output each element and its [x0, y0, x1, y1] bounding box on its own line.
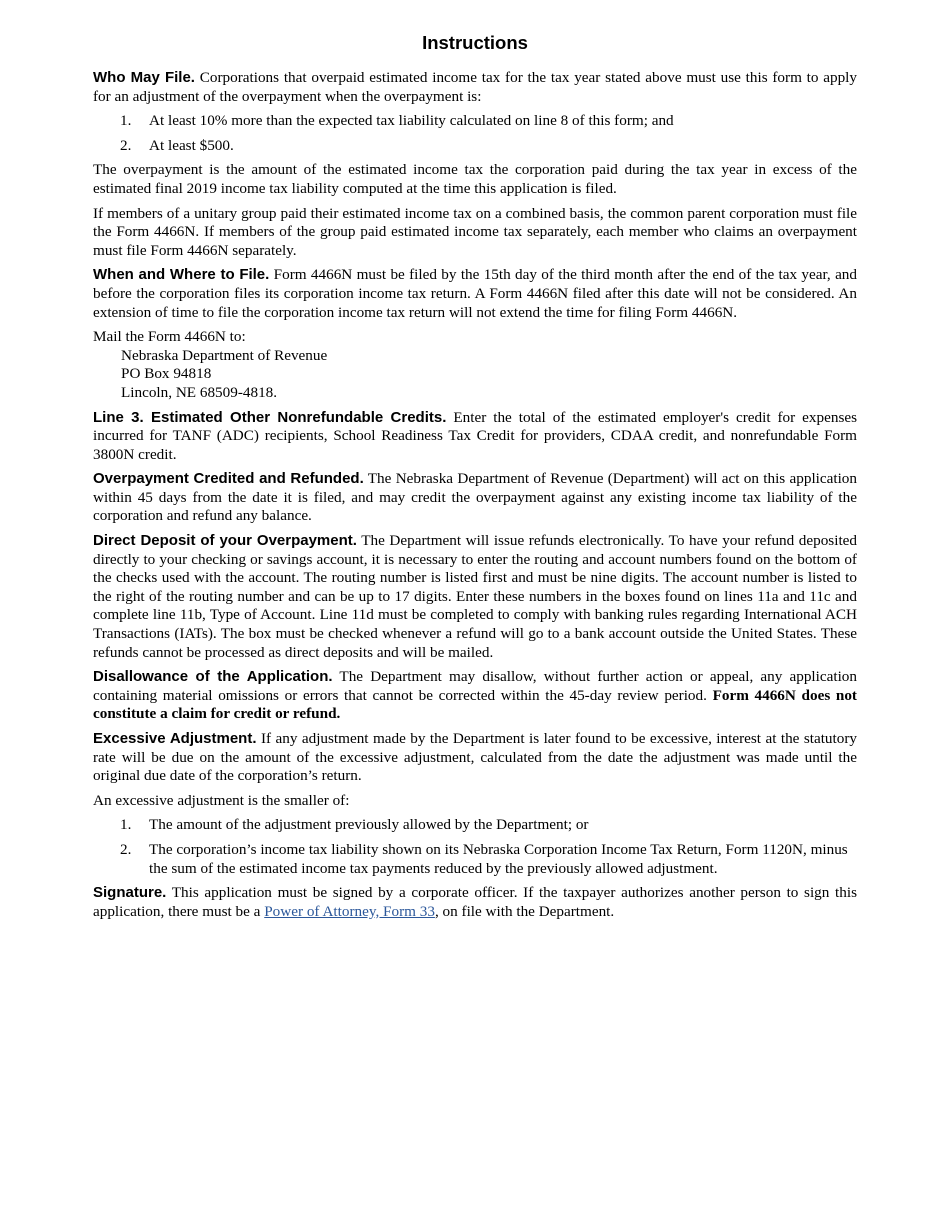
excessive-intro-paragraph: An excessive adjustment is the smaller of:	[93, 791, 350, 809]
overpayment-definition-paragraph: The overpayment is the amount of the estimated income tax the corporation paid during the tax year in excess of the estimated final 2019 income tax liability computed at the time this application is filed.	[93, 161, 857, 197]
when-where-heading: When and Where to File.	[93, 266, 270, 284]
who-may-file-text: Corporations that overpaid estimated income tax for the tax year stated above must use this form to apply for an adjustment of the overpayment when the overpayment is:	[93, 69, 857, 105]
page-title: Instructions	[422, 32, 528, 53]
line3-paragraph	[93, 409, 857, 465]
disallowance-heading: Disallowance of the Application.	[93, 668, 333, 686]
power-of-attorney-link[interactable]: Power of Attorney, Form 33	[264, 902, 435, 920]
line3-text: Enter the total of the estimated employer's credit for expenses incurred for TANF (ADC) recipients, School Readiness Tax Credit for providers, CDAA credit, and nonrefundable Form 3800N credit.	[93, 408, 857, 463]
list-number: 1.	[120, 112, 132, 130]
when-where-paragraph	[93, 266, 857, 322]
list-item	[93, 112, 857, 131]
direct-deposit-text: The Department will issue refunds electronically. To have your refund deposited directly to your checking or savings account, it is necessary to enter the routing and account numbers found on the bottom of the checks used with the account. The routing number is listed first and must be nine digits. The account number is listed to the right of the routing number and can be up to 17 digits. Enter these numbers in the boxes found on lines 11a and 11c and complete line 11b, Type of Account. Line 11d must be completed to comply with banking rules regarding International ACH Transactions (IATs). The box must be checked whenever a refund will go to a bank account outside the United States. These refunds cannot be processed as direct deposits and will be mailed.	[93, 532, 857, 661]
list-item	[93, 137, 857, 156]
signature-text-before: This application must be signed by a corporate officer. If the taxpayer authorizes another person to sign this application, there must be a	[93, 884, 857, 920]
excessive-adjustment-text: If any adjustment made by the Department is later found to be excessive, interest at the statutory rate will be due on the amount of the excessive adjustment, calculated from the date the adjustment was made until the original due date of the corporation’s return.	[93, 730, 857, 785]
line3-heading: Line 3. Estimated Other Nonrefundable Credits.	[93, 408, 447, 426]
list-text: The amount of the adjustment previously allowed by the Department; or	[149, 816, 589, 834]
mail-intro: Mail the Form 4466N to:	[93, 328, 246, 346]
list-item	[93, 816, 857, 835]
direct-deposit-paragraph	[93, 532, 857, 662]
direct-deposit-heading: Direct Deposit of your Overpayment.	[93, 532, 357, 550]
list-text: The corporation’s income tax liability shown on its Nebraska Corporation Income Tax Return, Form 1120N, minus the sum of the estimated income tax payments reduced by the previously allowed adjustment.	[149, 840, 848, 877]
address-line-2: PO Box 94818	[121, 365, 212, 383]
overpayment-credited-heading: Overpayment Credited and Refunded.	[93, 470, 364, 488]
disallowance-text: The Department may disallow, without further action or appeal, any application containing material omissions or errors that cannot be corrected within the 45-day review period.	[93, 668, 857, 704]
disallowance-bold-text: Form 4466N does not constitute a claim for credit or refund.	[93, 686, 857, 723]
mailing-address	[93, 328, 857, 402]
when-where-text: Form 4466N must be filed by the 15th day of the third month after the end of the tax year, and before the corporation files its corporation income tax return. A Form 4466N filed after this date will not be considered. An extension of time to file the corporation income tax return will not extend the time for filing Form 4466N.	[93, 266, 857, 321]
list-text: At least $500.	[149, 136, 234, 154]
address-line-3: Lincoln, NE 68509-4818.	[121, 383, 278, 401]
excessive-adjustment-heading: Excessive Adjustment.	[93, 730, 257, 747]
overpayment-conditions-list	[93, 112, 857, 155]
list-number: 1.	[120, 816, 132, 834]
list-number: 2.	[120, 840, 132, 858]
signature-paragraph	[93, 884, 857, 921]
signature-text-after: , on file with the Department.	[434, 902, 615, 920]
instructions-page	[93, 32, 857, 927]
excessive-adjustment-list	[93, 816, 857, 878]
disallowance-paragraph	[93, 668, 857, 724]
unitary-group-paragraph: If members of a unitary group paid their estimated income tax on a combined basis, the common parent corporation must file the Form 4466N. If members of the group paid estimated income tax separately, each member who claims an overpayment must file Form 4466N separately.	[93, 204, 857, 259]
who-may-file-paragraph	[93, 69, 857, 106]
overpayment-credited-text: The Nebraska Department of Revenue (Department) will act on this application within 45 days from the date it is filed, and may credit the overpayment against any existing income tax liability of the corporation and refund any balance.	[93, 470, 857, 525]
list-text: At least 10% more than the expected tax liability calculated on line 8 of this form; and	[149, 112, 674, 130]
signature-heading: Signature.	[93, 884, 167, 902]
excessive-adjustment-paragraph	[93, 730, 857, 786]
address-line-1: Nebraska Department of Revenue	[121, 346, 328, 364]
list-item	[93, 841, 857, 878]
overpayment-credited-paragraph	[93, 470, 857, 526]
who-may-file-heading: Who May File.	[93, 69, 195, 86]
list-number: 2.	[120, 136, 132, 154]
